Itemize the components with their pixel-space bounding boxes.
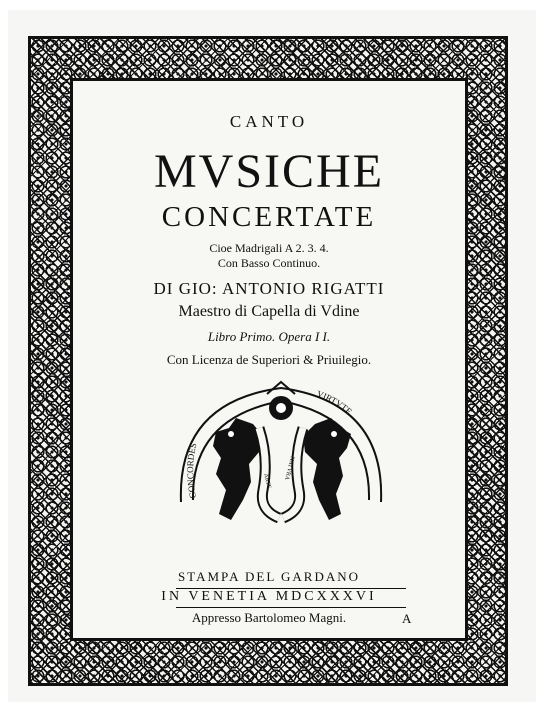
printer-line: STAMPA DEL GARDANO <box>177 569 361 584</box>
opus-line: Libro Primo. Opera I I. <box>207 329 331 344</box>
place-year-line: IN VENETIA MDCXXXVI <box>161 589 377 604</box>
page-subtitle: CONCERTATE <box>161 201 377 233</box>
bear-figure <box>303 418 351 520</box>
signature-mark: A <box>402 611 412 626</box>
svg-text:VIRTVTE <box>315 389 354 417</box>
author-name: DI GIO: ANTONIO RIGATTI <box>153 279 385 298</box>
page-title: MVSICHE <box>153 145 385 198</box>
imprint-rule-bottom <box>176 607 406 608</box>
publisher-line: Appresso Bartolomeo Magni. <box>191 610 347 625</box>
continuo-line: Con Basso Continuo. <box>217 256 321 270</box>
madrigal-line: Cioe Madrigali A 2. 3. 4. <box>209 241 329 255</box>
banner-left-text: ARTE <box>262 473 272 490</box>
banner-right-text: NATVRA <box>283 455 295 481</box>
right-arc-text: VIRTVTE <box>315 388 354 417</box>
license-line: Con Licenza de Superiori & Priuilegio. <box>166 352 372 367</box>
voice-part-heading: CANTO <box>229 112 309 131</box>
printer-device-emblem <box>171 378 391 536</box>
left-arc-text: CONCORDES <box>185 441 199 500</box>
author-role: Maestro di Capella di Vdine <box>178 303 360 320</box>
